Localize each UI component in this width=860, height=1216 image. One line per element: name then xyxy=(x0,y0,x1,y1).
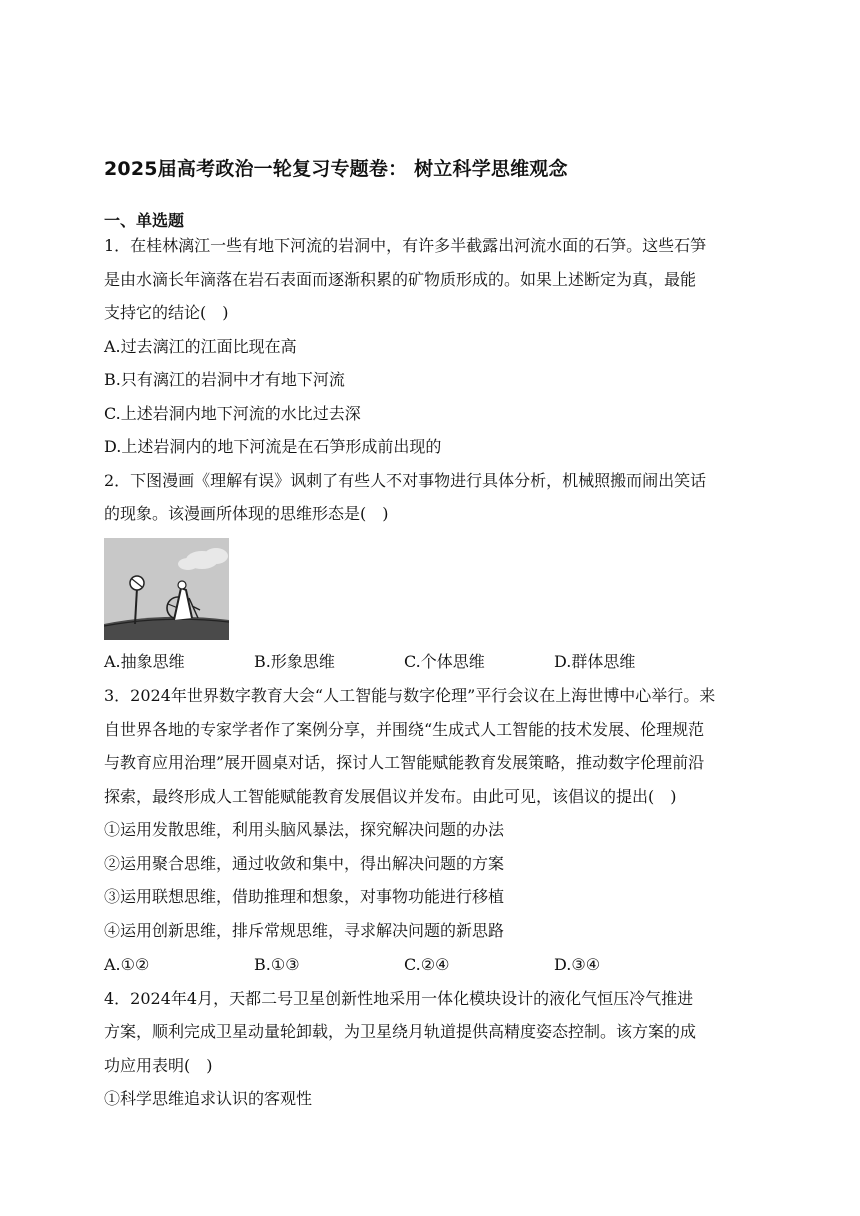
q3-item-3: ③运用联想思维，借助推理和想象，对事物功能进行移植 xyxy=(104,887,505,906)
q4-stem-line-2: 方案，顺利完成卫星动量轮卸载，为卫星绕月轨道提供高精度姿态控制。该方案的成 xyxy=(104,1022,697,1041)
q4-stem-line-3: 功应用表明( ) xyxy=(104,1056,213,1075)
q3-stem-line-2: 自世界各地的专家学者作了案例分享，并围绕“生成式人工智能的技术发展、伦理规范 xyxy=(104,720,705,739)
q2-stem-line-2: 的现象。该漫画所体现的思维形态是( ) xyxy=(104,504,389,523)
q2-option-b: B.形象思维 xyxy=(254,652,335,671)
q4-item-1: ①科学思维追求认识的客观性 xyxy=(104,1089,313,1108)
q4-stem-line-1: 4．2024年4月，天都二号卫星创新性地采用一体化模块设计的液化气恒压冷气推进 xyxy=(104,989,694,1008)
q3-option-d: D.③④ xyxy=(554,955,601,974)
q1-option-b: B.只有漓江的岩洞中才有地下河流 xyxy=(104,370,345,389)
q3-item-2: ②运用聚合思维，通过收敛和集中，得出解决问题的方案 xyxy=(104,854,505,873)
q3-item-4: ④运用创新思维，排斥常规思维，寻求解决问题的新思路 xyxy=(104,921,505,940)
q1-option-d: D.上述岩洞内的地下河流是在石笋形成前出现的 xyxy=(104,437,442,456)
q1-stem-line-1: 1．在桂林漓江一些有地下河流的岩洞中，有许多半截露出河流水面的石笋。这些石笋 xyxy=(104,236,707,255)
q2-option-d: D.群体思维 xyxy=(554,652,636,671)
q1-stem-line-3: 支持它的结论( ) xyxy=(104,303,229,322)
q1-option-a: A.过去漓江的江面比现在高 xyxy=(104,337,297,356)
q3-option-a: A.①② xyxy=(104,955,150,974)
q3-item-1: ①运用发散思维，利用头脑风暴法，探究解决问题的办法 xyxy=(104,820,505,839)
cartoon-image xyxy=(104,538,229,640)
section-heading: 一、单选题 xyxy=(104,211,185,230)
document-title: 2025届高考政治一轮复习专题卷： 树立科学思维观念 xyxy=(104,158,568,180)
q2-option-a: A.抽象思维 xyxy=(104,652,185,671)
q3-option-c: C.②④ xyxy=(404,955,450,974)
q3-option-b: B.①③ xyxy=(254,955,300,974)
q1-stem-line-2: 是由水滴长年滴落在岩石表面而逐渐积累的矿物质形成的。如果上述断定为真，最能 xyxy=(104,270,697,289)
q2-stem-line-1: 2．下图漫画《理解有误》讽刺了有些人不对事物进行具体分析，机械照搬而闹出笑话 xyxy=(104,471,707,490)
q3-stem-line-3: 与教育应用治理”展开圆桌对话，探讨人工智能赋能教育发展策略，推动数字伦理前沿 xyxy=(104,753,705,772)
q2-option-c: C.个体思维 xyxy=(404,652,485,671)
q1-option-c: C.上述岩洞内地下河流的水比过去深 xyxy=(104,404,361,423)
q3-stem-line-4: 探索，最终形成人工智能赋能教育发展倡议并发布。由此可见，该倡议的提出( ) xyxy=(104,787,677,806)
q3-stem-line-1: 3．2024年世界数字教育大会“人工智能与数字伦理”平行会议在上海世博中心举行。来 xyxy=(104,686,716,705)
